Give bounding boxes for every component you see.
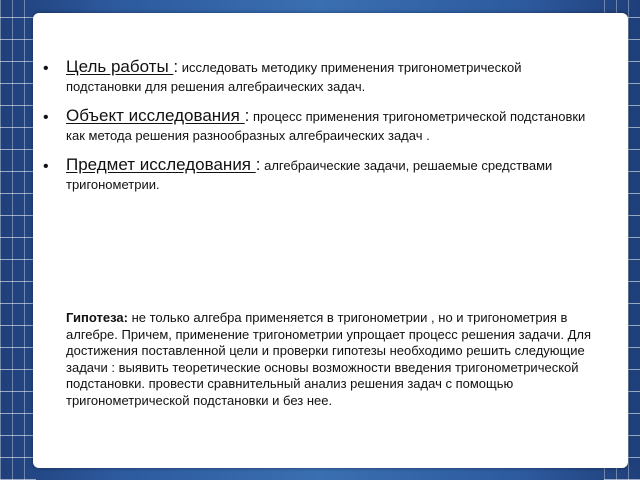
- bullet-object: [33, 106, 628, 145]
- subject-term: Предмет исследования: [66, 155, 256, 174]
- goal-text: исследовать методику применения тригонометрической подстановки для решения алгебраических задач.: [66, 60, 522, 94]
- bullet-dot-icon: •: [43, 158, 49, 175]
- bullet-dot-icon: •: [43, 60, 49, 77]
- bullet-goal: [33, 57, 628, 96]
- bullet-subject: [33, 155, 628, 194]
- hypothesis-text: не только алгебра применяется в тригонометрии , но и тригонометрия в алгебре. Причем, применение тригонометрии упрощает процесс решения задачи. Для достижения поставленной цели и проверки гипотезы необходимо решить следующие задачи : выявить теоретические основы возможности введения тригонометрической подстановки. провести сравнительный анализ решения задач с помощью тригонометрической подстановки и без нее.: [66, 310, 592, 408]
- object-text: процесс применения тригонометрической подстановки как метода решения разнообразных алгебраических задач .: [66, 109, 586, 143]
- goal-colon: :: [173, 57, 179, 76]
- subject-text: алгебраические задачи, решаемые средствами тригонометрии.: [66, 158, 553, 192]
- hypothesis-label: Гипотеза:: [66, 310, 128, 325]
- goal-term: Цель работы: [66, 57, 174, 76]
- subject-colon: :: [255, 155, 261, 174]
- slide-content-card: [33, 13, 628, 468]
- decorative-grid-left: [0, 0, 36, 480]
- bullet-dot-icon: •: [43, 109, 49, 126]
- bullet-list: [33, 57, 628, 204]
- object-colon: :: [244, 106, 250, 125]
- object-term: Объект исследования: [66, 106, 245, 125]
- hypothesis-paragraph: [66, 310, 606, 409]
